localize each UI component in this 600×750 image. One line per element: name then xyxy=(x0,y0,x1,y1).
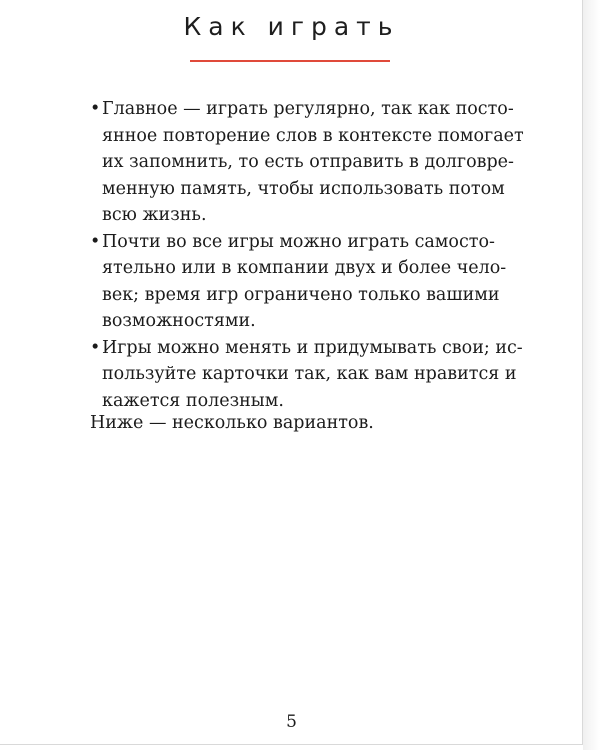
list-line: ятельно или в компании двух и более чело- xyxy=(102,258,507,278)
page-title: Как играть xyxy=(183,12,400,41)
bullet-icon: • xyxy=(90,99,101,119)
list-line: Игры можно менять и придумывать свои; ис- xyxy=(102,337,523,358)
title-underline xyxy=(190,60,390,62)
list-line: янное повторение слов в контексте помогает xyxy=(102,125,524,146)
page-edge-shadow xyxy=(583,0,600,750)
bullet-icon: • xyxy=(90,337,101,358)
page-number: 5 xyxy=(286,712,297,732)
list-line: возможностями. xyxy=(102,311,256,331)
list-item xyxy=(90,229,540,335)
list-line: век; время игр ограничено только вашими xyxy=(102,284,500,305)
list-item xyxy=(90,335,540,415)
list-line: кажется полезным. xyxy=(102,390,284,411)
rules-list xyxy=(90,96,540,414)
list-item xyxy=(90,96,540,229)
bullet-icon: • xyxy=(90,231,101,252)
list-line: всю жизнь. xyxy=(102,205,207,225)
closing-text: Ниже — несколько вариантов. xyxy=(90,413,374,433)
list-line: Почти во все игры можно играть самосто- xyxy=(102,231,495,252)
list-line: пользуйте карточки так, как вам нравится и xyxy=(102,364,517,384)
list-line: их запомнить, то есть отправить в долговре- xyxy=(102,152,514,172)
list-line: Главное — играть регулярно, так как посто- xyxy=(102,99,514,119)
list-line: менную память, чтобы использовать потом xyxy=(102,178,505,199)
